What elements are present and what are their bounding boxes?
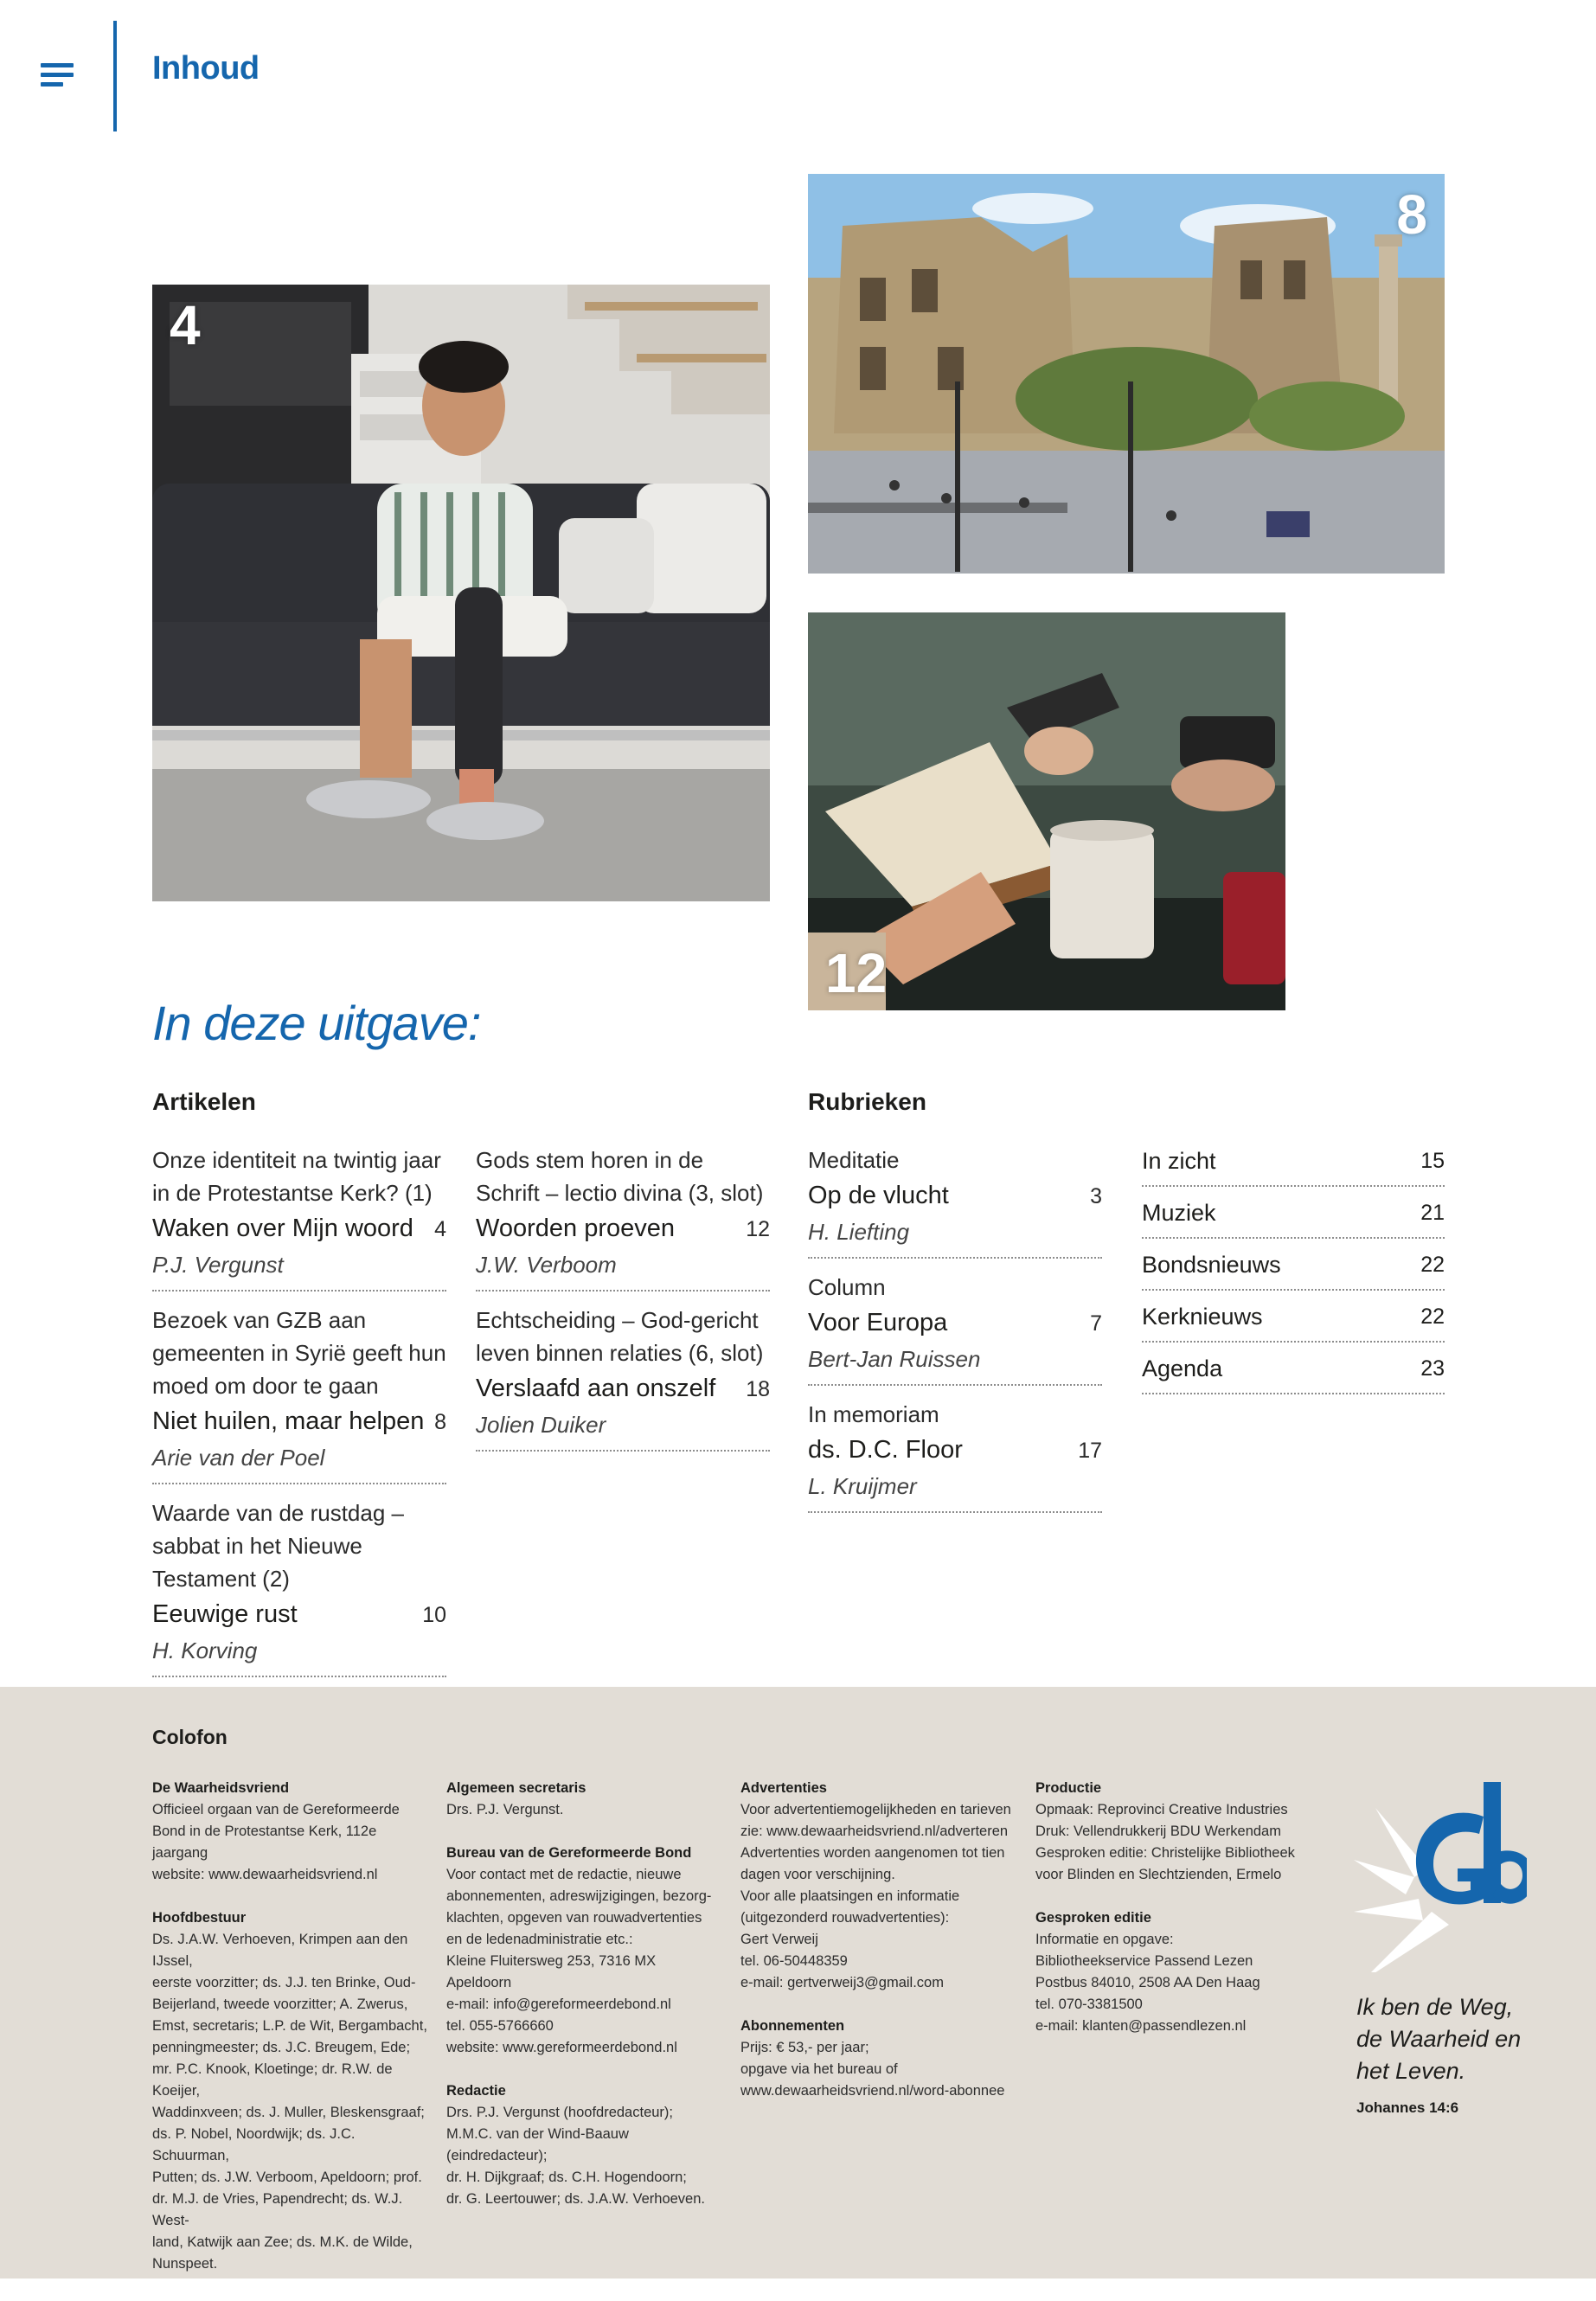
colofon-block-text: Prijs: € 53,- per jaar; opgave via het bureau of www.dewaarheidsvriend.nl/word-abonnee — [740, 2040, 1005, 2099]
toc-entry-page: 12 — [746, 1217, 770, 1241]
toc-entry-page: 8 — [434, 1410, 446, 1434]
toc-entry[interactable] — [152, 1144, 446, 1292]
toc-entry-page: 18 — [746, 1377, 770, 1401]
artikelen-column-2 — [476, 1144, 770, 1464]
toc-entry-page: 7 — [1090, 1311, 1102, 1336]
article-photo-4[interactable] — [152, 285, 770, 901]
toc-entry-author: P.J. Vergunst — [152, 1252, 284, 1278]
toc-entry-title: Eeuwige rust — [152, 1600, 298, 1628]
toc-entry-title: Voor Europa — [808, 1309, 948, 1336]
colofon-block-heading: Advertenties — [740, 1780, 827, 1796]
toc-entry-author: J.W. Verboom — [476, 1252, 617, 1278]
toc-entry[interactable] — [476, 1144, 770, 1292]
toc-entry-row — [476, 1369, 770, 1408]
gb-logo-icon — [1354, 1782, 1527, 1972]
rubriek-item[interactable] — [1142, 1299, 1445, 1343]
rubrieken-column-2 — [1142, 1144, 1445, 1403]
artikelen-column-1 — [152, 1144, 446, 1689]
colofon-block-heading: Hoofdbestuur — [152, 1910, 247, 1926]
sofa-photo-image — [152, 285, 770, 901]
toc-entry-subtitle: Gods stem horen in de Schrift – lectio divina (3, slot) — [476, 1147, 764, 1206]
colofon-block — [152, 1778, 429, 1886]
toc-entry-title: ds. D.C. Floor — [808, 1436, 963, 1464]
colofon-block — [446, 1843, 723, 2059]
colofon-block-heading: Bureau van de Gereformeerde Bond — [446, 1845, 692, 1861]
toc-heading: In deze uitgave: — [152, 996, 481, 1050]
colofon-block-heading: Abonnementen — [740, 2018, 845, 2034]
colofon-block-heading: Redactie — [446, 2083, 506, 2099]
rubriek-page: 22 — [1420, 1304, 1445, 1329]
colofon-block-text: Voor advertentiemogelijkheden en tarieven zie: www.dewaarheidsvriend.nl/adverteren Advertenties worden aangenomen tot tien dagen voor verschijning. Voor alle plaatsingen en informatie (uitgezonderd rouwadvertenties): Gert Verweij tel. 06-50448359 e-mail: gertverweij3@gmail.com — [740, 1802, 1011, 1990]
toc-entry[interactable] — [808, 1271, 1102, 1386]
toc-entry-author: Jolien Duiker — [476, 1412, 606, 1438]
colofon-block — [446, 1778, 723, 1821]
article-photo-8[interactable] — [808, 174, 1445, 574]
hamburger-icon-bar — [41, 82, 63, 87]
rubriek-title: Agenda — [1142, 1356, 1223, 1381]
toc-entry-page: 3 — [1090, 1184, 1102, 1208]
toc-entry-row — [152, 1402, 446, 1441]
toc-entry-title: Niet huilen, maar helpen — [152, 1407, 425, 1435]
rubriek-item[interactable] — [1142, 1351, 1445, 1394]
ruins-photo-image — [808, 174, 1445, 574]
toc-entry-subtitle: Echtscheiding – God-gericht leven binnen relaties (6, slot) — [476, 1307, 764, 1366]
toc-entry-author: H. Korving — [152, 1638, 258, 1663]
toc-entry[interactable] — [152, 1304, 446, 1484]
colofon-block — [446, 2080, 723, 2210]
bible-quote-reference: Johannes 14:6 — [1356, 2099, 1459, 2116]
toc-entry[interactable] — [808, 1398, 1102, 1513]
toc-entry-title: Waken over Mijn woord — [152, 1215, 413, 1242]
colofon-block — [1035, 1907, 1312, 2037]
rubrieken-heading: Rubrieken — [808, 1088, 926, 1115]
hamburger-icon-bar — [41, 73, 74, 77]
rubriek-title: Bondsnieuws — [1142, 1252, 1281, 1278]
toc-entry-page: 17 — [1078, 1439, 1102, 1463]
rubriek-page: 15 — [1420, 1149, 1445, 1173]
rubriek-page: 21 — [1420, 1201, 1445, 1225]
colofon-block-heading: Algemeen secretaris — [446, 1780, 586, 1796]
rubriek-title: In zicht — [1142, 1148, 1216, 1174]
toc-entry[interactable] — [152, 1497, 446, 1677]
colofon-column-3 — [740, 1778, 1017, 2124]
toc-entry-subtitle: Bezoek van GZB aan gemeenten in Syrië geeft hun moed om door te gaan — [152, 1307, 446, 1399]
colofon-title: Colofon — [152, 1726, 228, 1748]
toc-entry-subtitle: Meditatie — [808, 1147, 900, 1173]
toc-entry-author: Arie van der Poel — [152, 1445, 325, 1471]
toc-entry-row — [476, 1209, 770, 1248]
bible-quote: Ik ben de Weg, de Waarheid en het Leven. — [1356, 1994, 1522, 2084]
menu-button[interactable] — [41, 63, 74, 89]
toc-entry-row — [808, 1176, 1102, 1215]
toc-entry-author: L. Kruijmer — [808, 1473, 917, 1499]
toc-entry-title: Woorden proeven — [476, 1215, 676, 1242]
rubriek-page: 23 — [1420, 1356, 1445, 1381]
colofon-block — [740, 2016, 1017, 2102]
toc-entry[interactable] — [808, 1144, 1102, 1259]
toc-entry[interactable] — [476, 1304, 770, 1452]
rubriek-title: Muziek — [1142, 1200, 1216, 1226]
colofon-block-text: Informatie en opgave: Bibliotheekservice Passend Lezen Postbus 84010, 2508 AA Den Haag tel. 070-3381500 e-mail: klanten@passendlezen.nl — [1035, 1932, 1260, 2034]
page-number-label: 12 — [825, 942, 888, 1004]
article-photo-12[interactable] — [808, 612, 1285, 1010]
rubriek-title: Kerknieuws — [1142, 1304, 1263, 1330]
toc-entry-subtitle: Onze identiteit na twintig jaar in de Protestantse Kerk? (1) — [152, 1147, 441, 1206]
toc-entry-row — [808, 1304, 1102, 1343]
rubrieken-column-1 — [808, 1144, 1102, 1525]
colofon-block-text: Voor contact met de redactie, nieuwe abonnementen, adreswijzigingen, bezorg- klachten, opgeven van rouwadvertenties en de ledenadministratie etc.: Kleine Fluitersweg 253, 7316 MX Apeldoorn e-mail: info@gereformeerdebond.nl tel. 055-5766660 website: www.gereformeerdebond.nl — [446, 1867, 712, 2055]
rubriek-page: 22 — [1420, 1253, 1445, 1277]
colofon-column-4 — [1035, 1778, 1312, 2059]
rubriek-item[interactable] — [1142, 1195, 1445, 1239]
toc-entry-author: Bert-Jan Ruissen — [808, 1346, 981, 1372]
toc-entry-row — [152, 1209, 446, 1248]
page-number-label: 4 — [170, 294, 201, 356]
hamburger-icon-bar — [41, 63, 74, 67]
colofon-column-2 — [446, 1778, 723, 2232]
toc-entry-page: 10 — [422, 1603, 446, 1627]
toc-entry-author: H. Liefting — [808, 1219, 910, 1245]
colofon-block-heading: Gesproken editie — [1035, 1910, 1151, 1926]
colofon-block-text: Ds. J.A.W. Verhoeven, Krimpen aan den IJssel, eerste voorzitter; ds. J.J. ten Brinke, Oud- Beijerland, tweede voorzitter; A. Zwerus, Emst, secretaris; L.P. de Wit, Bergambacht, penningmeester; ds. J.C. Breugem, Ede; mr. P.C. Knook, Kloetinge; dr. R.W. de Koeijer, Waddinxveen; ds. J. Muller, Bleskensgraaf; ds. P. Nobel, Noordwijk; ds. J.C. Schuurman, Putten; ds. J.W. Verboom, Apeldoorn; prof. dr. M.J. de Vries, Papendrecht; ds. W.J. West- land, Katwijk aan Zee; ds. M.K. de Wilde, Nunspeet. — [152, 1932, 427, 2272]
colofon-column-1 — [152, 1778, 429, 2297]
colofon-block-text: Opmaak: Reprovinci Creative Industries Druk: Vellendrukkerij BDU Werkendam Gesproken editie: Christelijke Bibliotheek voor Blinden en Slechtzienden, Ermelo — [1035, 1802, 1295, 1882]
colofon-block-text: Drs. P.J. Vergunst (hoofdredacteur); M.M.C. van der Wind-Baauw (eindredacteur); dr. H. Dijkgraaf; ds. C.H. Hogendoorn; dr. G. Leertouwer; ds. J.A.W. Verhoeven. — [446, 2105, 705, 2207]
colofon-block — [1035, 1778, 1312, 1886]
artikelen-heading: Artikelen — [152, 1088, 256, 1115]
page-title: Inhoud — [152, 50, 260, 87]
toc-entry-row — [808, 1431, 1102, 1470]
colofon-block — [740, 1778, 1017, 1994]
toc-entry-page: 4 — [434, 1217, 446, 1241]
page-number-label: 8 — [1396, 183, 1427, 246]
toc-entry-title: Op de vlucht — [808, 1182, 949, 1209]
toc-entry-row — [152, 1595, 446, 1634]
colofon-block-heading: De Waarheidsvriend — [152, 1780, 290, 1796]
toc-entry-subtitle: Column — [808, 1274, 886, 1300]
rubriek-item[interactable] — [1142, 1144, 1445, 1187]
colofon-block-text: Drs. P.J. Vergunst. — [446, 1802, 564, 1817]
colofon-section — [0, 1687, 1596, 2279]
header-divider — [113, 21, 117, 131]
colofon-block-heading: Productie — [1035, 1780, 1102, 1796]
toc-entry-subtitle: In memoriam — [808, 1401, 939, 1427]
toc-entry-subtitle: Waarde van de rustdag – sabbat in het Nieuwe Testament (2) — [152, 1500, 404, 1592]
toc-entry-title: Verslaafd aan onszelf — [476, 1375, 716, 1402]
colofon-block — [152, 1907, 429, 2275]
colofon-block-text: Officieel orgaan van de Gereformeerde Bond in de Protestantse Kerk, 112e jaargang website: www.dewaarheidsvriend.nl — [152, 1802, 400, 1882]
rubriek-item[interactable] — [1142, 1247, 1445, 1291]
